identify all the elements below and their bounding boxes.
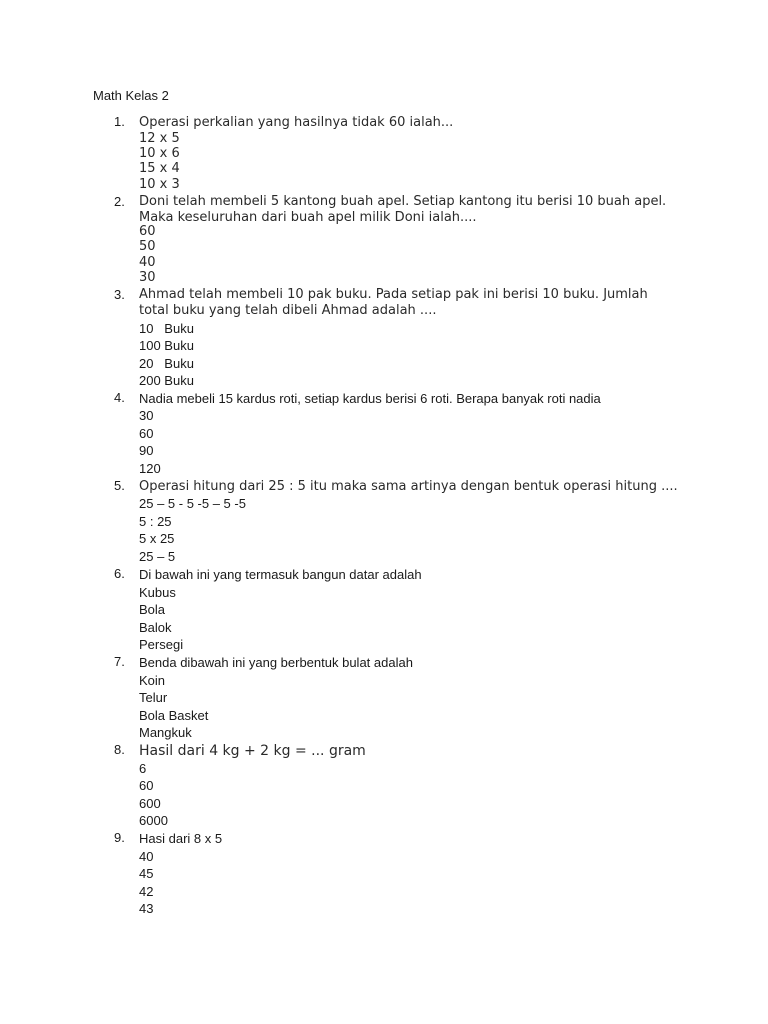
option: 60	[139, 224, 156, 239]
option: 43	[139, 901, 154, 916]
option: 60	[139, 778, 154, 793]
question-number: 2.	[114, 194, 125, 209]
option: Bola Basket	[139, 708, 209, 723]
question-text: Hasi dari 8 x 5	[139, 831, 223, 846]
option: 45	[139, 866, 154, 881]
option: 6000	[139, 813, 168, 828]
option: Mangkuk	[139, 725, 192, 740]
question-text: Di bawah ini yang termasuk bangun datar adalah	[139, 567, 422, 582]
question-number: 7.	[114, 654, 125, 669]
option: 5 x 25	[139, 531, 175, 546]
option: 42	[139, 884, 154, 899]
option: 25 – 5	[139, 549, 176, 564]
option: 30	[139, 270, 156, 285]
question-text: Nadia mebeli 15 kardus roti, setiap kardus berisi 6 roti. Berapa banyak roti nadia	[139, 391, 601, 406]
option: 12 x 5	[139, 131, 180, 146]
option: 40	[139, 849, 154, 864]
option: 10 x 3	[139, 177, 180, 192]
question-number: 3.	[114, 287, 125, 302]
question-text: Ahmad telah membeli 10 pak buku. Pada setiap pak ini berisi 10 buku. Jumlah total buku yang telah dibeli Ahmad adalah ....	[139, 287, 648, 318]
option: Bola	[139, 602, 166, 617]
option: 40	[139, 255, 156, 270]
question-number: 6.	[114, 566, 125, 581]
option: 50	[139, 239, 156, 254]
option: 5 : 25	[139, 514, 172, 529]
question-number: 9.	[114, 830, 125, 845]
option: 60	[139, 426, 154, 441]
option: 90	[139, 443, 154, 458]
question-text: Operasi hitung dari 25 : 5 itu maka sama artinya dengan bentuk operasi hitung ....	[139, 479, 678, 494]
question-number: 4.	[114, 390, 125, 405]
option: Balok	[139, 620, 172, 635]
option: 20 Buku	[139, 356, 194, 371]
document-title: Math Kelas 2	[93, 88, 169, 103]
question-text: Doni telah membeli 5 kantong buah apel. Setiap kantong itu berisi 10 buah apel. Maka keseluruhan dari buah apel milik Doni ialah....	[139, 194, 667, 225]
question-text: Benda dibawah ini yang berbentuk bulat adalah	[139, 655, 413, 670]
option: Kubus	[139, 585, 176, 600]
question-text: Operasi perkalian yang hasilnya tidak 60 ialah...	[139, 115, 454, 130]
question-text: Hasil dari 4 kg + 2 kg = ... gram	[139, 743, 366, 759]
question-number: 5.	[114, 478, 125, 493]
option: 15 x 4	[139, 161, 180, 176]
option: Koin	[139, 673, 166, 688]
question-number: 1.	[114, 114, 125, 129]
option: 10 x 6	[139, 146, 180, 161]
option: 30	[139, 408, 154, 423]
option: 600	[139, 796, 161, 811]
option: 200 Buku	[139, 373, 194, 388]
option: Persegi	[139, 637, 184, 652]
question-number: 8.	[114, 742, 125, 757]
option: 6	[139, 761, 147, 776]
option: 25 – 5 - 5 -5 – 5 -5	[139, 496, 246, 511]
option: Telur	[139, 690, 168, 705]
option: 100 Buku	[139, 338, 194, 353]
option: 10 Buku	[139, 321, 194, 336]
option: 120	[139, 461, 161, 476]
